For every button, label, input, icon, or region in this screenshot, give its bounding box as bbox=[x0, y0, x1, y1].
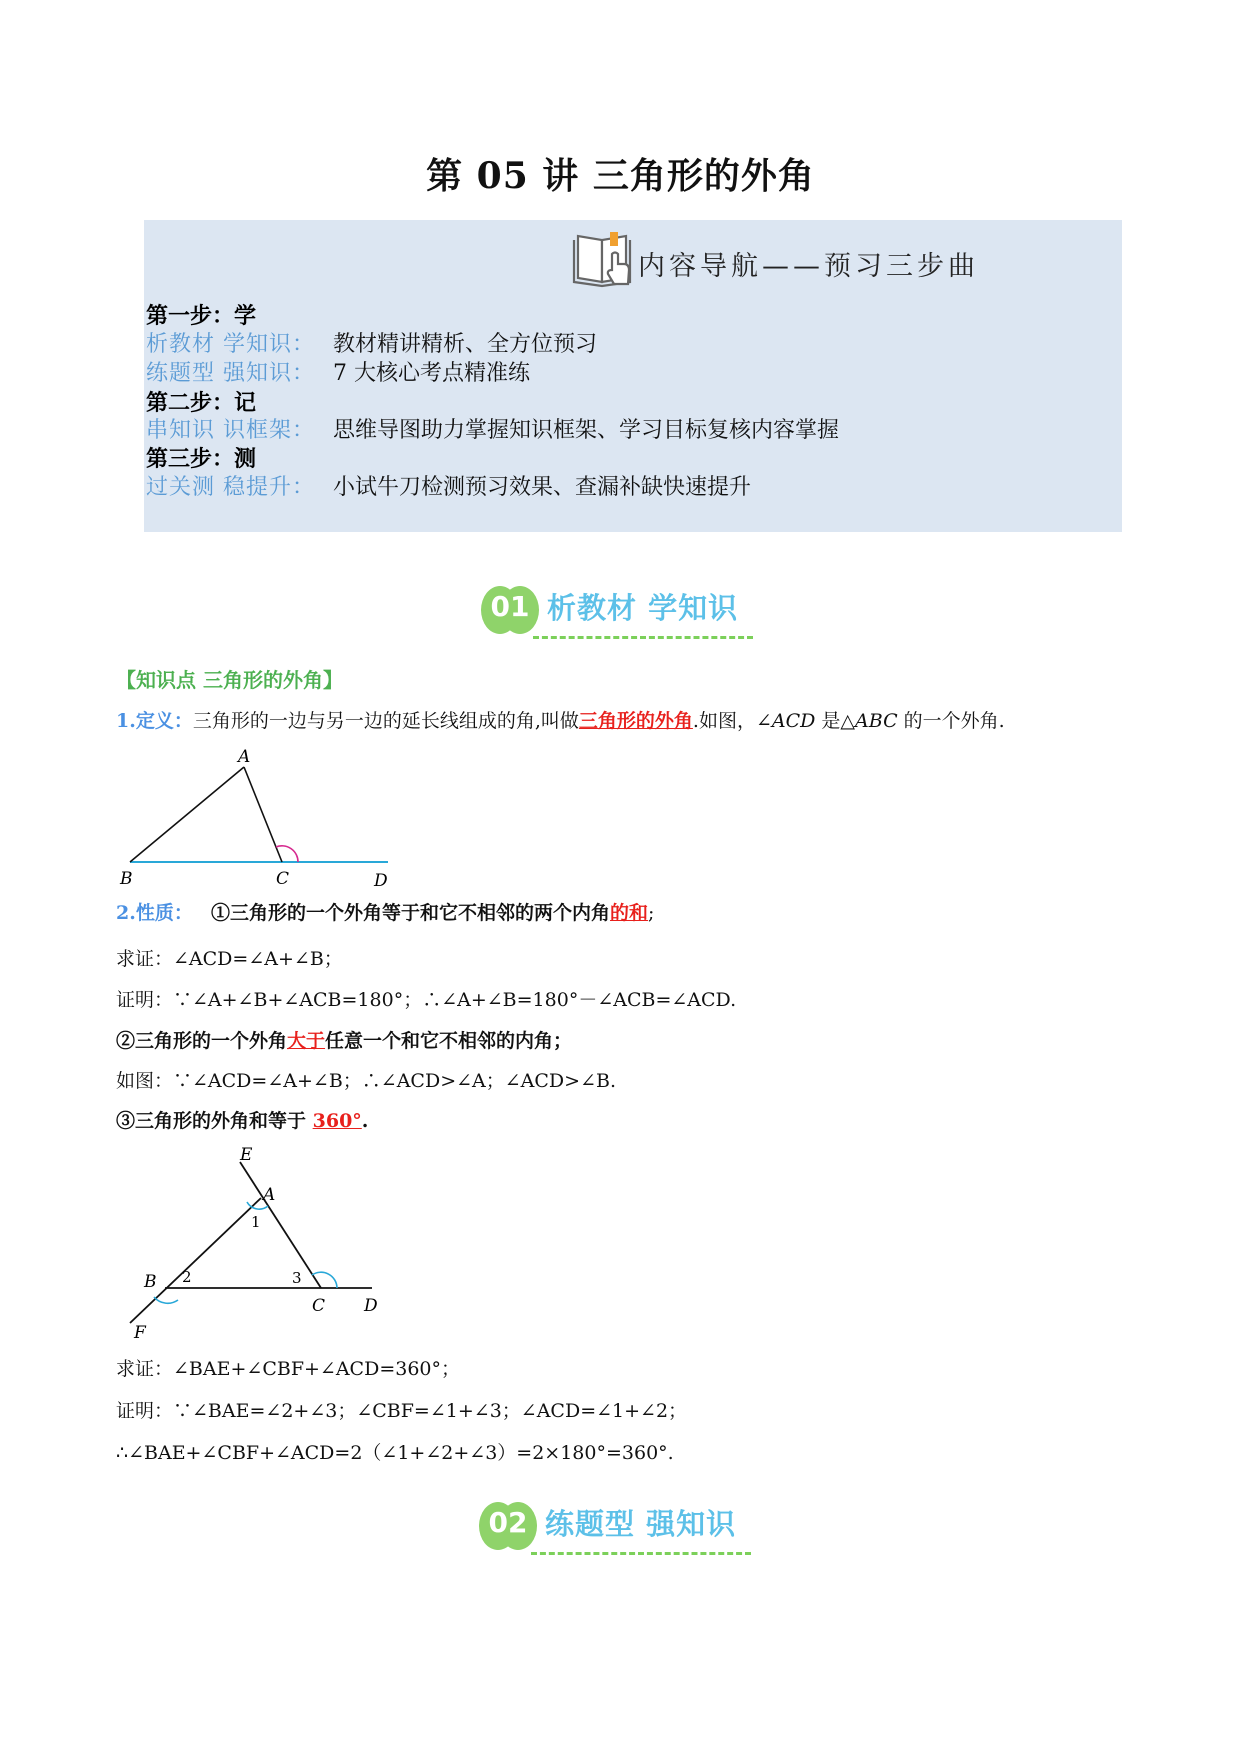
property-3-end: . bbox=[361, 1110, 369, 1132]
definition-label: 1.定义： bbox=[116, 710, 193, 732]
section-01-number: 01 bbox=[490, 590, 530, 623]
triangle-figure-2 bbox=[118, 1140, 398, 1340]
nav-step2: 第二步：记 bbox=[146, 390, 257, 416]
definition-angle: ACD bbox=[771, 710, 816, 732]
nav-item-2 bbox=[146, 360, 1106, 388]
nav-item-4-label: 过关测 稳提升： bbox=[146, 475, 315, 500]
nav-item-4-desc: 小试牛刀检测预习效果、查漏补缺快速提升 bbox=[333, 475, 752, 500]
property-2-text: ②三角形的一个外角 bbox=[116, 1030, 288, 1052]
definition-text-3: 是△ bbox=[815, 710, 856, 732]
label-b: B bbox=[120, 869, 133, 889]
nav-item-1-desc: 教材精讲精析、全方位预习 bbox=[333, 332, 598, 357]
section-01-title: 析教材 学知识 bbox=[547, 591, 739, 625]
definition-line bbox=[116, 706, 1005, 733]
definition-key-term: 三角形的外角 bbox=[578, 710, 693, 732]
label-a: A bbox=[238, 747, 251, 767]
book-pointer-icon bbox=[572, 226, 636, 292]
label-c2: C bbox=[312, 1296, 326, 1316]
section-02-heading bbox=[479, 1492, 779, 1562]
proof-3-conclusion: ∴∠BAE+∠CBF+∠ACD=2（∠1+∠2+∠3）=2×180°=360°. bbox=[116, 1442, 674, 1464]
definition-text-4: 的一个外角. bbox=[897, 710, 1005, 732]
knowledge-heading: 【知识点 三角形的外角】 bbox=[116, 668, 343, 692]
label-angle-2: 2 bbox=[182, 1268, 192, 1286]
nav-item-3-label: 串知识 识框架： bbox=[146, 418, 315, 443]
property-1-text: ①三角形的一个外角等于和它不相邻的两个内角 bbox=[210, 902, 610, 924]
nav-item-4 bbox=[146, 474, 1106, 502]
section-02-number: 02 bbox=[488, 1506, 528, 1539]
nav-item-2-desc: 7 大核心考点精准练 bbox=[333, 361, 530, 386]
property-2-example: 如图：∵∠ACD=∠A+∠B；∴∠ACD>∠A；∠ACD>∠B. bbox=[116, 1070, 617, 1092]
definition-triangle: ABC bbox=[855, 710, 898, 732]
label-e: E bbox=[240, 1145, 253, 1165]
property-line-3 bbox=[116, 1106, 368, 1133]
nav-item-3-desc: 思维导图助力掌握知识框架、学习目标复核内容掌握 bbox=[333, 418, 840, 443]
property-3-key: 360° bbox=[312, 1110, 362, 1132]
property-1-key: 的和 bbox=[609, 902, 648, 924]
label-b2: B bbox=[144, 1272, 157, 1292]
property-2-key: 大于 bbox=[287, 1030, 326, 1052]
page-title: 第 05 讲 三角形的外角 bbox=[426, 155, 815, 197]
property-line-1 bbox=[116, 898, 654, 925]
label-angle-3: 3 bbox=[292, 1269, 302, 1287]
section-01-heading bbox=[481, 576, 781, 646]
property-line-2 bbox=[116, 1026, 572, 1053]
nav-step3: 第三步：测 bbox=[146, 446, 257, 472]
content-navigation-box bbox=[144, 220, 1122, 532]
section-divider bbox=[531, 1552, 751, 1555]
proof-1-claim: 求证：∠ACD=∠A+∠B； bbox=[116, 948, 343, 970]
label-angle-1: 1 bbox=[251, 1213, 261, 1231]
property-3-text: ③三角形的外角和等于 bbox=[116, 1110, 313, 1132]
nav-header-title: 内容导航——预习三步曲 bbox=[638, 251, 979, 282]
property-1-end: ; bbox=[648, 902, 655, 924]
proof-3-body: 证明：∵∠BAE=∠2+∠3；∠CBF=∠1+∠3；∠ACD=∠1+∠2； bbox=[116, 1400, 688, 1422]
definition-text-2: .如图，∠ bbox=[692, 710, 772, 732]
nav-step1: 第一步：学 bbox=[146, 303, 257, 329]
property-2-end: 任意一个和它不相邻的内角； bbox=[325, 1030, 573, 1052]
label-a2: A bbox=[263, 1185, 276, 1205]
label-f: F bbox=[134, 1323, 146, 1340]
nav-item-1 bbox=[146, 331, 1106, 359]
definition-text: 三角形的一边与另一边的延长线组成的角,叫做 bbox=[192, 710, 579, 732]
nav-header bbox=[434, 226, 979, 296]
label-c: C bbox=[276, 869, 290, 889]
nav-item-3 bbox=[146, 417, 1106, 445]
label-d2: D bbox=[364, 1296, 378, 1316]
proof-3-claim: 求证：∠BAE+∠CBF+∠ACD=360°； bbox=[116, 1358, 461, 1380]
nav-item-1-label: 析教材 学知识： bbox=[146, 332, 315, 357]
property-label: 2.性质： bbox=[116, 902, 193, 924]
triangle-figure-1 bbox=[110, 746, 410, 892]
proof-1-body: 证明：∵∠A+∠B+∠ACB=180°；∴∠A+∠B=180°－∠ACB=∠ACD. bbox=[116, 989, 737, 1011]
label-d: D bbox=[374, 871, 388, 891]
nav-item-2-label: 练题型 强知识： bbox=[146, 361, 315, 386]
section-02-title: 练题型 强知识 bbox=[545, 1507, 737, 1541]
section-divider bbox=[533, 636, 753, 639]
